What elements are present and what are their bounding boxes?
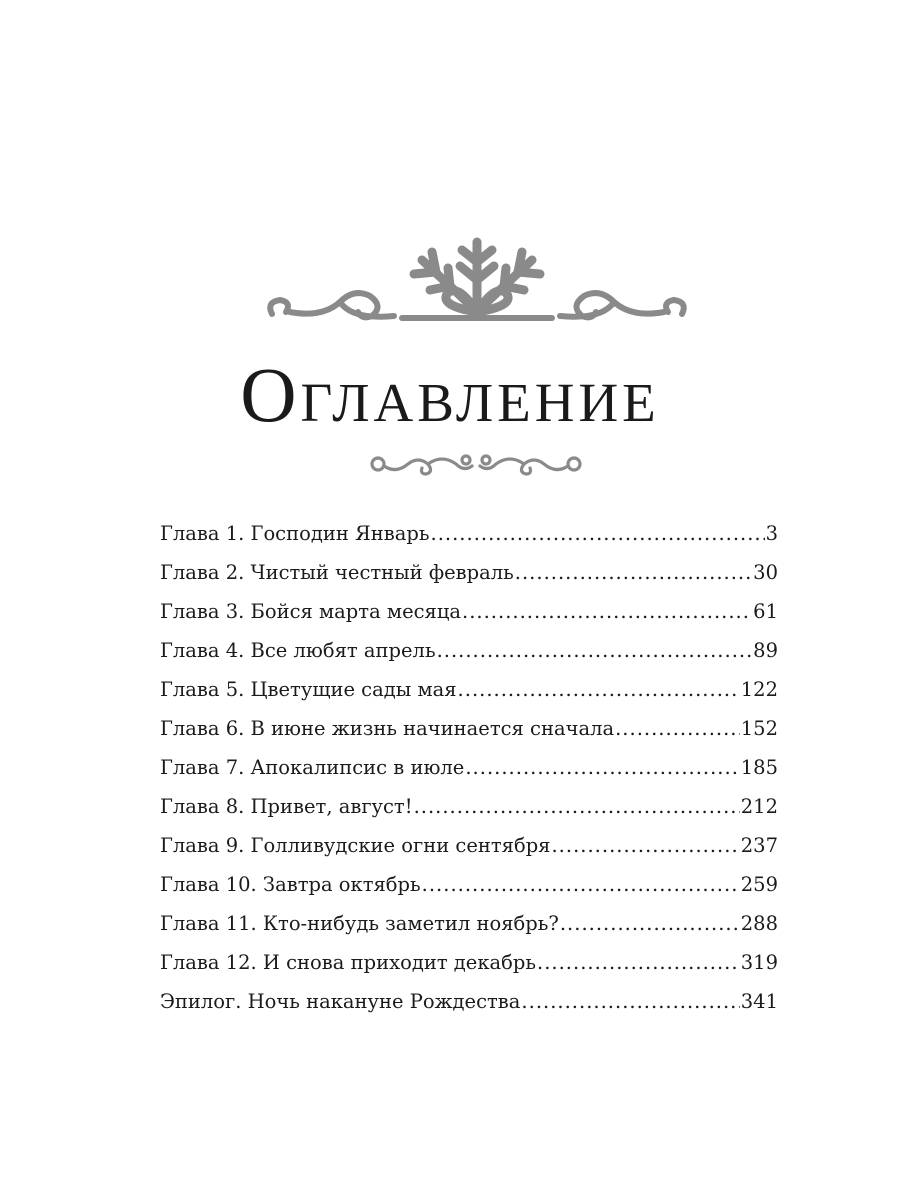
toc-entry-page: 61 <box>753 600 778 623</box>
toc-entry-title: Глава 10. Завтра октябрь <box>160 873 421 896</box>
toc-entry[interactable] <box>160 904 778 943</box>
toc-leader-dots <box>537 943 740 982</box>
toc-entry-title: Глава 4. Все любят апрель <box>160 639 436 662</box>
toc-entry[interactable] <box>160 631 778 670</box>
toc-entry-title: Глава 12. И снова приходит декабрь <box>160 951 537 974</box>
toc-entry-title: Глава 1. Господин Январь <box>160 522 430 545</box>
toc-entry-page: 341 <box>740 990 778 1013</box>
toc-entry[interactable] <box>160 553 778 592</box>
toc-leader-dots <box>414 787 740 826</box>
toc-entry-page: 185 <box>740 756 778 779</box>
toc-entry-page: 89 <box>753 639 778 662</box>
toc-leader-dots <box>431 514 765 553</box>
toc-entry[interactable] <box>160 670 778 709</box>
toc-entry-page: 319 <box>740 951 778 974</box>
toc-leader-dots <box>615 709 740 748</box>
toc-entry-page: 212 <box>740 795 778 818</box>
toc-leader-dots <box>462 592 752 631</box>
toc-entry-title: Глава 7. Апокалипсис в июле <box>160 756 465 779</box>
toc-entry[interactable] <box>160 748 778 787</box>
toc-entry-page: 259 <box>740 873 778 896</box>
toc-entry-title: Глава 3. Бойся марта месяца <box>160 600 462 623</box>
table-of-contents <box>160 514 778 1021</box>
toc-entry-page: 237 <box>740 834 778 857</box>
toc-entry-title: Глава 2. Чистый честный февраль <box>160 561 514 584</box>
toc-entry-page: 30 <box>753 561 778 584</box>
toc-entry[interactable] <box>160 865 778 904</box>
toc-entry[interactable] <box>160 943 778 982</box>
toc-entry[interactable] <box>160 709 778 748</box>
toc-entry-page: 288 <box>740 912 778 935</box>
toc-entry[interactable] <box>160 982 778 1021</box>
toc-leader-dots <box>437 631 753 670</box>
toc-entry-title: Эпилог. Ночь накануне Рождества <box>160 990 521 1013</box>
toc-leader-dots <box>458 670 740 709</box>
toc-leader-dots <box>515 553 752 592</box>
toc-entry-title: Глава 9. Голливудские огни сентября <box>160 834 551 857</box>
toc-leader-dots <box>560 904 740 943</box>
toc-entry-title: Глава 11. Кто-нибудь заметил ноябрь? <box>160 912 559 935</box>
toc-entry[interactable] <box>160 592 778 631</box>
toc-entry-title: Глава 5. Цветущие сады мая <box>160 678 457 701</box>
page-title: Оглавление <box>240 351 660 438</box>
toc-leader-dots <box>465 748 739 787</box>
toc-leader-dots <box>551 826 739 865</box>
snowflake-scroll-ornament-icon <box>262 232 692 332</box>
scroll-flourish-icon <box>368 446 584 482</box>
toc-entry-page: 152 <box>740 717 778 740</box>
toc-entry-page: 122 <box>740 678 778 701</box>
toc-entry-title: Глава 6. В июне жизнь начинается сначала <box>160 717 615 740</box>
toc-entry-title: Глава 8. Привет, август! <box>160 795 413 818</box>
toc-leader-dots <box>422 865 740 904</box>
toc-entry-page: 3 <box>765 522 778 545</box>
toc-entry[interactable] <box>160 826 778 865</box>
toc-leader-dots <box>521 982 739 1021</box>
toc-entry[interactable] <box>160 514 778 553</box>
toc-entry[interactable] <box>160 787 778 826</box>
